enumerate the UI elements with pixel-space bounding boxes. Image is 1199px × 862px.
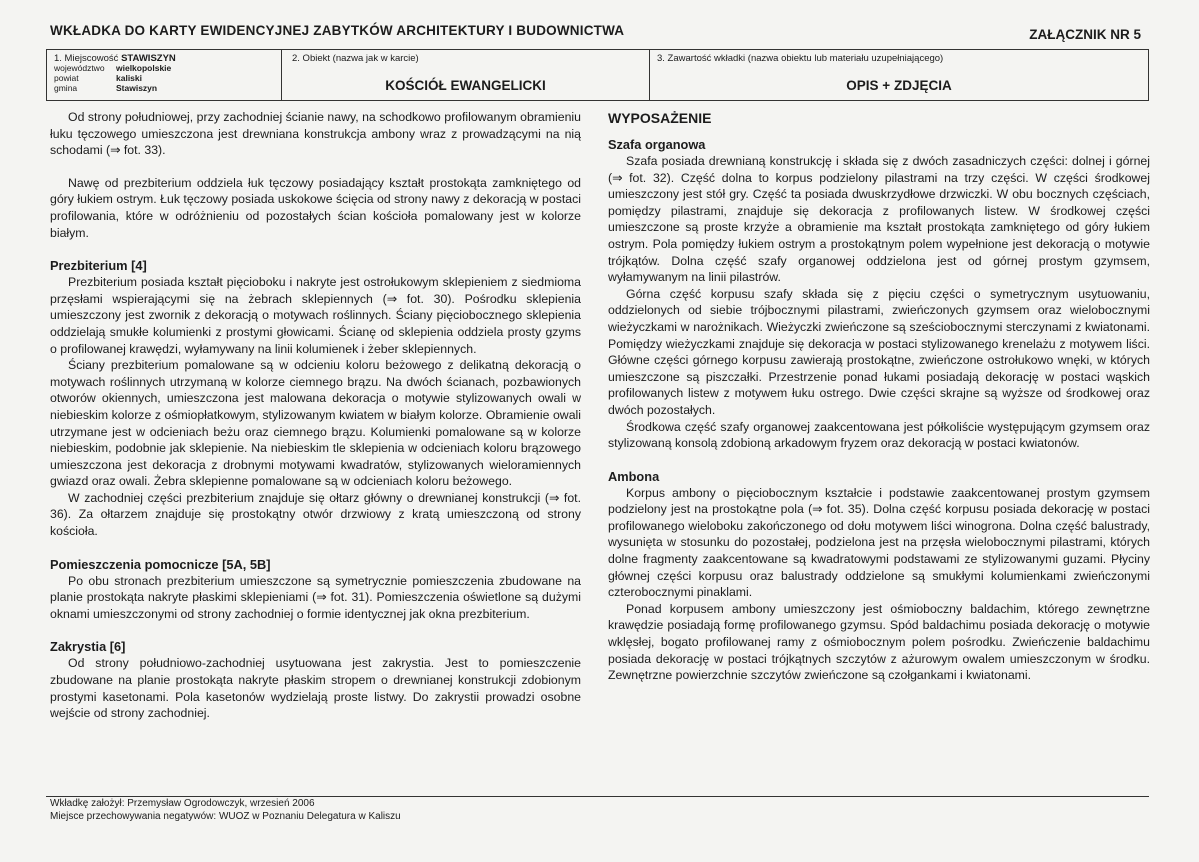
paragraph-presbytery-walls: Ściany prezbiterium pomalowane są w odcieniu koloru beżowego z delikatną dekoracją o motywach roślinnych utrzymaną w kolorze ciemnego brązu. Na dwóch ścianach, pozbawionych otworów okiennych, umieszczona jest malowana dekoracja o motywie stylizowanych owali w niebieskim kolorze z ośmiopłatkowym, stylizowanym kwiatem w białym kolorze. Obramienie owali utrzymane jest w odcieniach beżu oraz ciemnego brązu. Kolumienki pomalowane są w kolorze niebieskim, podobnie jak sklepienie. Na niebieskim tle sklepienia w odcieniach koloru brązowego umieszczona jest dekoracja z drobnymi motywami kwadratów, stylizowanych wieloramiennych gwiazd oraz owali. Żebra sklepienne pomalowane są w odcieniach koloru beżowego. [50, 358, 581, 489]
object-label: 2. Obiekt (nazwa jak w karcie) [292, 53, 419, 64]
content-value: OPIS + ZDJĘCIA [846, 78, 952, 93]
paragraph-chancel-arch: Nawę od prezbiterium oddziela łuk tęczowy posiadający kształt prostokąta zamkniętego od góry łukiem ostrym. Łuk tęczowy posiada uskokowe ścięcia od strony nawy z dekoracją w postaci profilowania, które w odróżnieniu od pozostałych ścian kościoła pomalowany jest w kolorze białym. [50, 175, 581, 240]
footer-negatives-location: Miejsce przechowywania negatywów: WUOZ w Poznaniu Delegatura w Kaliszu [50, 810, 401, 822]
document-title: WKŁADKA DO KARTY EWIDENCYJNEJ ZABYTKÓW ARCHITEKTURY I BUDOWNICTWA [50, 23, 625, 38]
voivodeship-row [54, 64, 281, 74]
footer [50, 798, 401, 823]
paragraph-presbytery-vault: Prezbiterium posiada kształt pięcioboku i nakryte jest ostrołukowym sklepieniem z siedmioma przęsłami wspierającymi się na żebrach sklepiennych (⇒ fot. 30). Pośrodku sklepienia umieszczony jest zwornik z dekoracją o motywach roślinnych. Ściany pięciobocznego sklepienia oddzielają smukłe kolumienki z prostymi głowicami. Ścianę od sklepienia oddziela prosty gzyms o profilowanej krawędzi, wyłamywany na linii kolumienek i żeber sklepiennych. [50, 275, 581, 356]
left-column [50, 109, 581, 722]
object-cell [281, 50, 649, 100]
object-name: KOŚCIÓŁ EWANGELICKI [385, 78, 546, 93]
heading-organ-case: Szafa organowa [608, 137, 706, 152]
annex-number: ZAŁĄCZNIK NR 5 [1029, 27, 1141, 42]
paragraph-main-altar: W zachodniej części prezbiterium znajduje się ołtarz główny o drewnianej konstrukcji (⇒ fot. 36). Za ołtarzem znajduje się prostokątny otwór drzwiowy z kratą umieszczoną od strony kościoła. [50, 490, 581, 539]
commune-row [54, 84, 281, 94]
paragraph-organ-upper: Górna część korpusu szafy składa się z pięciu części o symetrycznym usytuowaniu, oddzielonych od siebie trójbocznymi pilastrami, zwieńczonych gzymsem oraz wielobocznymi wieżyczkami w narożnikach. Wieżyczki zwieńczone są sześciobocznymi sterczynami z kwiatonami. Pomiędzy wieżyczkami znajduje się dekoracja w postaci stylizowanego krenelażu z motywem liści. Główne części górnego korpusu zawierają prostokątne, zwieńczone ostrołukowo wnęki, w których umieszczone są piszczałki. Przestrzenie ponad łukami posiadają dekorację w postaci wąskich profilowanych listew z motywem łuku ostrego. Dwie części skrajne są wyższe od środkowej oraz dwóch pozostałych. [608, 286, 1150, 417]
heading-pulpit: Ambona [608, 468, 660, 484]
heading-sacristy: Zakrystia [6] [50, 639, 126, 655]
paragraph-pulpit-body: Korpus ambony o pięciobocznym kształcie i podstawie zaakcentowanej prostym gzymsem podzielony jest na prostokątne pola (⇒ fot. 35). Dolna część korpusu posiada dekorację w postaci profilowanego wieloboku zakończonego od dołu motywem liści winogrona. Dolna część balustrady, wysunięta w stosunku do pozostałej, podzielona jest na przęsła wielobocznymi pilastrami, których dolne fragmenty zaakcentowane są kwadratowymi podstawami ze stylizowanymi guzami. Płyciny głównej części korpusu oraz balustrady oddzielone są smukłymi kolumienkami zwieńczonymi czterobocznymi pinaklami. [608, 485, 1150, 600]
voivodeship-label: województwo [54, 63, 105, 73]
heading-presbytery: Prezbiterium [4] [50, 258, 147, 274]
footer-divider [46, 796, 1149, 797]
paragraph-pulpit-location: Od strony południowej, przy zachodniej ścianie nawy, na schodkowo profilowanym obramieniu łuku tęczowego umieszczona jest drewniana konstrukcja ambony wraz z prowadzącymi na nią schodami (⇒ fot. 33). [50, 110, 581, 158]
paragraph-organ-lower: Szafa posiada drewnianą konstrukcję i składa się z dwóch zasadniczych części: dolnej i górnej (⇒ fot. 32). Część dolna to korpus podzielony pilastrami na trzy części. W części środkowej umieszczony jest stół gry. Część ta posiada dwuskrzydłowe drzwiczki. W obu bocznych częściach, pomiędzy pilastrami, znajduje się dekoracja z profilowanych listew. W środkowej części umieszczone są proste krzyże a obramienie ma kształt prostokąta zamkniętego od góry łukiem ostrym. Pola pomiędzy łukiem ostrym a prostokątnym polem wypełnione jest dekoracją o motywie trójkątów. Dolna część szafy organowej oddzielona jest od górnej prostym gzymsem, wyłamywanym na linii pilastrów. [608, 154, 1150, 285]
header-box [46, 49, 1149, 101]
county-label: powiat [54, 72, 79, 83]
content-cell [649, 50, 1148, 100]
footer-author: Wkładkę założył: Przemysław Ogrodowczyk, wrzesień 2006 [50, 798, 315, 809]
paragraph-pulpit-canopy: Ponad korpusem ambony umieszczony jest ośmioboczny baldachim, którego zewnętrzne krawędzie posiadają formę profilowanego gzymsu. Spód baldachimu posiada dekorację o motywie wklęsłej, bogato profilowanej ramy z ośmiobocznym polem pośrodku. Zwieńczenie baldachimu posiada dekorację w postaci trójkątnych szczytów z ażurowym owalem umieszczonym w środku. Zewnętrzne powierzchnie szczytów zwieńczone są czołgankami i kwiatonami. [608, 601, 1150, 683]
paragraph-organ-center: Środkowa część szafy organowej zaakcentowana jest półkoliście występującym gzymsem oraz stylizowaną konsolą zdobioną arkadowym fryzem oraz dekoracją w postaci kwiatonów. [608, 419, 1150, 451]
voivodeship-value: wielkopolskie [116, 63, 172, 73]
paragraph-sacristy: Od strony południowo-zachodniej usytuowana jest zakrystia. Jest to pomieszczenie zbudowane na planie prostokąta nakryte płaskim stropem o drewnianej konstrukcji zdobionym prostymi kasetonami. Pola kasetonów wydzielają proste listwy. Do zakrystii prowadzi osobne wejście od strony zachodniej. [50, 656, 581, 721]
content-label: 3. Zawartość wkładki (nazwa obiektu lub materiału uzupełniającego) [657, 53, 944, 64]
commune-label: gmina [54, 82, 78, 93]
commune-value: Stawiszyn [116, 82, 158, 93]
location-place: STAWISZYN [121, 53, 176, 64]
county-value: kaliski [116, 72, 142, 83]
location-cell [47, 50, 281, 100]
location-label: 1. Miejscowość [54, 53, 119, 64]
right-column [608, 109, 1150, 684]
paragraph-auxiliary-rooms: Po obu stronach prezbiterium umieszczone są symetrycznie pomieszczenia zbudowane na planie prostokąta nakryte płaskimi sklepieniami (⇒ fot. 31). Pomieszczenia oświetlone są dużymi oknami umieszczonymi od strony zachodniej o formie identycznej jak okna prezbiterium. [50, 573, 581, 621]
heading-furnishings: WYPOSAŻENIE [608, 110, 712, 126]
heading-auxiliary-rooms: Pomieszczenia pomocnicze [5A, 5B] [50, 556, 271, 572]
county-row [54, 74, 281, 84]
